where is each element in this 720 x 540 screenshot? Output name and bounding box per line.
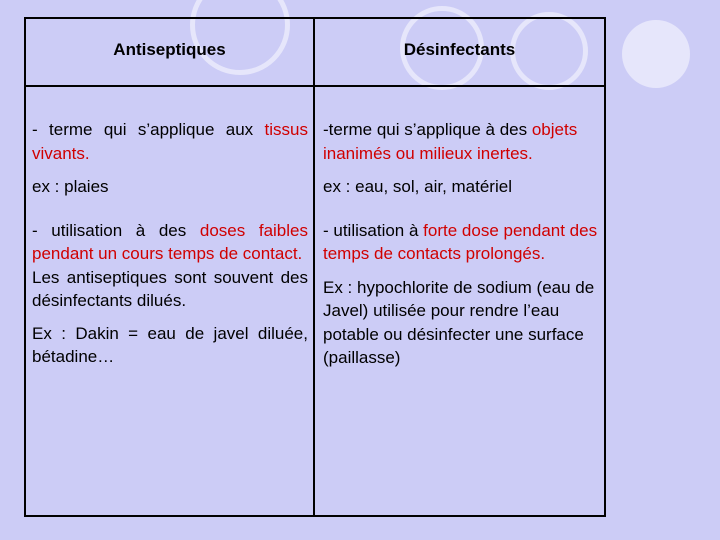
- antiseptiques-usage-highlight: doses faibles pendant un cours temps de contact.: [32, 220, 308, 263]
- antiseptiques-note: Les antiseptiques sont souvent des désinfectants dilués.: [32, 267, 308, 310]
- desinfectants-definition: -terme qui s’applique à des objets inanimés ou milieux inertes.: [323, 120, 578, 163]
- content-row: [25, 86, 605, 516]
- antiseptiques-cell: [25, 86, 314, 516]
- antiseptiques-usage: - utilisation à des doses faibles pendant un cours temps de contact.: [32, 220, 308, 263]
- antiseptiques-definition-example: ex : plaies: [32, 177, 109, 196]
- antiseptiques-definition: - terme qui s’applique aux tissus vivants.: [32, 120, 308, 163]
- desinfectants-definition-example: ex : eau, sol, air, matériel: [323, 177, 512, 196]
- desinfectants-usage-highlight: forte dose pendant des temps de contacts prolongés.: [323, 220, 598, 263]
- decorative-disc: [622, 20, 690, 88]
- desinfectants-definition-highlight: objets inanimés ou milieux inertes.: [323, 120, 578, 163]
- desinfectants-usage-example: Ex : hypochlorite de sodium (eau de Javel) utilisée pour rendre l’eau potable ou désinfecter une surface (paillasse): [323, 277, 595, 367]
- desinfectants-usage: - utilisation à forte dose pendant des temps de contacts prolongés.: [323, 220, 598, 263]
- header-antiseptiques: Antiseptiques: [25, 18, 314, 86]
- comparison-table: [24, 17, 606, 517]
- desinfectants-cell: [314, 86, 605, 516]
- antiseptiques-definition-highlight: tissus vivants.: [32, 120, 308, 163]
- header-desinfectants: Désinfectants: [314, 18, 605, 86]
- antiseptiques-usage-example: Ex : Dakin = eau de javel diluée, bétadine…: [32, 323, 308, 366]
- header-row: [25, 18, 605, 86]
